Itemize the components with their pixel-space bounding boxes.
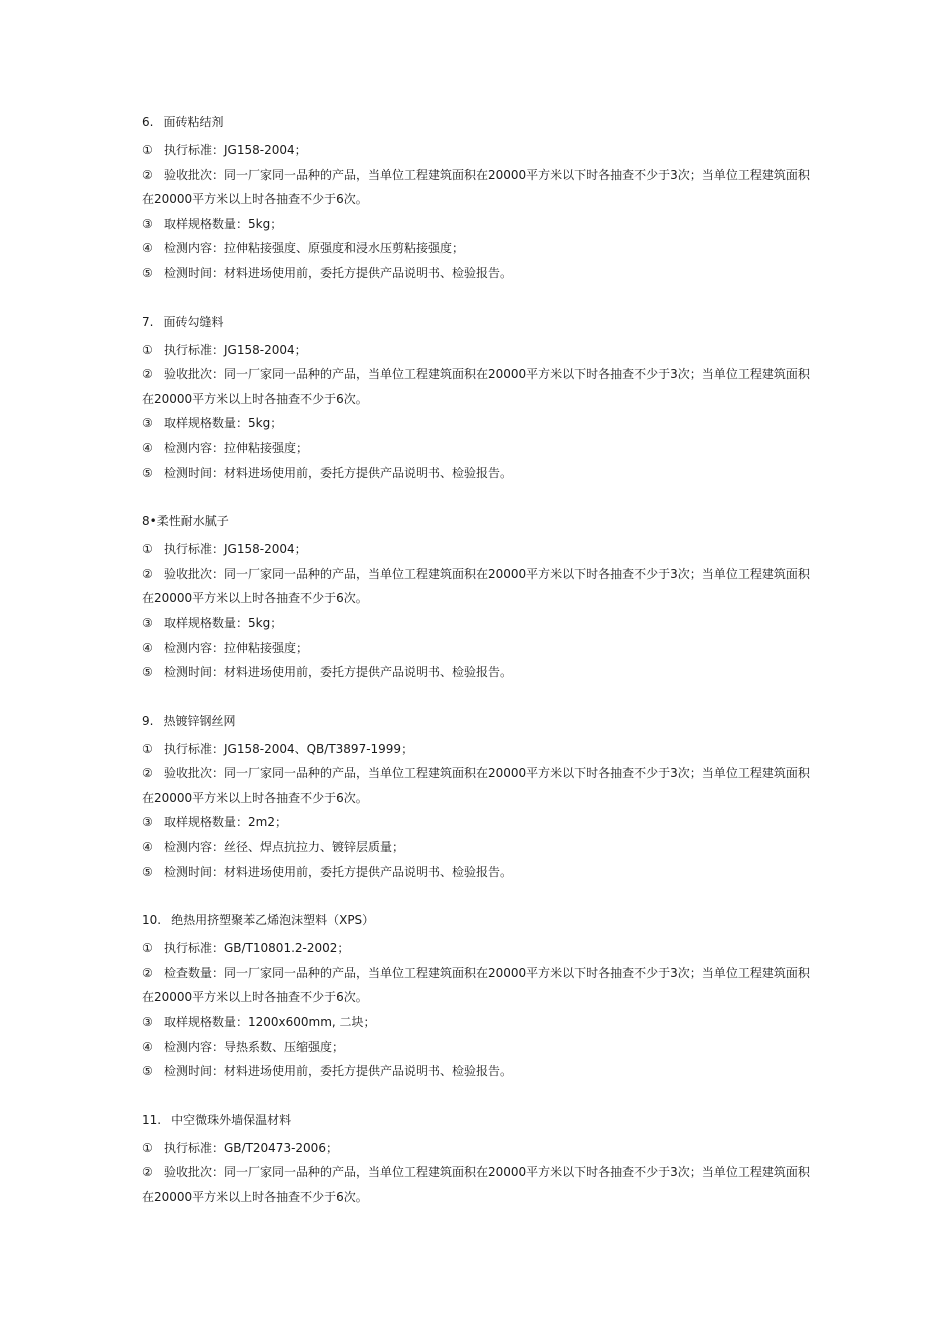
item-text: 检测内容：拉伸粘接强度、原强度和浸水压剪粘接强度； [164, 241, 465, 256]
section-heading [142, 1108, 810, 1132]
item-marker: ① [142, 542, 153, 557]
item-text: 检测时间：材料进场使用前，委托方提供产品说明书、检验报告。 [164, 265, 513, 280]
item-text: 取样规格数量：5kg； [164, 615, 283, 630]
list-item [142, 461, 810, 486]
section-heading [142, 709, 810, 733]
item-marker: ② [142, 367, 153, 382]
section-heading [142, 110, 810, 134]
list-item [142, 737, 810, 762]
item-marker: ① [142, 741, 153, 756]
list-item [142, 936, 810, 961]
item-text: 检测内容：拉伸粘接强度； [164, 640, 309, 655]
item-marker: ③ [142, 416, 153, 431]
item-marker: ⑤ [142, 665, 153, 680]
list-item [142, 1136, 810, 1161]
list-item [142, 860, 810, 885]
item-text: 检测时间：材料进场使用前，委托方提供产品说明书、检验报告。 [164, 665, 513, 680]
list-item [142, 810, 810, 835]
item-text: 取样规格数量：5kg； [164, 216, 283, 231]
list-item [142, 1160, 810, 1209]
item-text: 执行标准：JG158-2004； [164, 542, 307, 557]
item-marker: ⑤ [142, 864, 153, 879]
item-text: 执行标准：GB/T20473-2006； [164, 1140, 338, 1155]
list-item [142, 761, 810, 810]
section-number: 6. [142, 115, 154, 129]
item-marker: ③ [142, 216, 153, 231]
item-text: 验收批次：同一厂家同一品种的产品，当单位工程建筑面积在20000平方米以下时各抽查不少于3次；当单位工程建筑面积在20000平方米以上时各抽查不少于6次。 [142, 367, 810, 406]
item-text: 执行标准：JG158-2004、QB/T3897-1999； [164, 741, 414, 756]
section-number: 7. [142, 314, 154, 329]
item-marker: ⑤ [142, 1064, 153, 1079]
section-gap [142, 685, 810, 709]
section-title: 热镀锌钢丝网 [163, 713, 236, 728]
item-marker: ② [142, 167, 153, 182]
section-heading [142, 310, 810, 334]
section-7 [142, 310, 810, 486]
item-marker: ③ [142, 1015, 153, 1030]
section-6 [142, 110, 810, 286]
item-marker: ④ [142, 440, 153, 455]
item-marker: ② [142, 766, 153, 781]
list-item [142, 362, 810, 411]
list-item [142, 411, 810, 436]
section-8 [142, 509, 810, 685]
section-number: 10. [142, 913, 162, 928]
item-marker: ① [142, 1140, 153, 1155]
section-11 [142, 1108, 810, 1210]
item-text: 取样规格数量：5kg； [164, 416, 283, 431]
item-text: 验收批次：同一厂家同一品种的产品，当单位工程建筑面积在20000平方米以下时各抽查不少于3次；当单位工程建筑面积在20000平方米以上时各抽查不少于6次。 [142, 766, 810, 805]
item-marker: ② [142, 965, 153, 980]
item-marker: ⑤ [142, 265, 153, 280]
section-number: 9. [142, 713, 154, 728]
list-item [142, 636, 810, 661]
section-9 [142, 709, 810, 885]
item-text: 检测时间：材料进场使用前，委托方提供产品说明书、检验报告。 [164, 1064, 513, 1079]
list-item [142, 611, 810, 636]
item-marker: ④ [142, 241, 153, 256]
item-text: 检测时间：材料进场使用前，委托方提供产品说明书、检验报告。 [164, 465, 513, 480]
item-text: 取样规格数量：2m2； [164, 815, 287, 830]
item-marker: ③ [142, 815, 153, 830]
list-item [142, 163, 810, 212]
list-item [142, 537, 810, 562]
section-10 [142, 908, 810, 1084]
section-title: 柔性耐水腻子 [156, 514, 229, 529]
section-heading [142, 509, 810, 533]
item-text: 验收批次：同一厂家同一品种的产品，当单位工程建筑面积在20000平方米以下时各抽查不少于3次；当单位工程建筑面积在20000平方米以上时各抽查不少于6次。 [142, 566, 810, 606]
item-marker: ④ [142, 840, 153, 855]
list-item [142, 338, 810, 363]
list-item [142, 212, 810, 237]
item-marker: ② [142, 566, 153, 581]
item-marker: ⑤ [142, 465, 153, 480]
section-gap [142, 1084, 810, 1108]
item-text: 检测内容：丝径、焊点抗拉力、镀锌层质量； [164, 840, 405, 855]
item-text: 执行标准：GB/T10801.2-2002； [164, 941, 350, 956]
section-title: 面砖粘结剂 [163, 115, 224, 129]
document-page [142, 110, 810, 1210]
list-item [142, 961, 810, 1010]
item-text: 检测内容：导热系数、压缩强度； [164, 1039, 345, 1054]
section-title: 面砖勾缝料 [163, 314, 224, 329]
item-text: 检测时间：材料进场使用前，委托方提供产品说明书、检验报告。 [164, 864, 513, 879]
list-item [142, 1035, 810, 1060]
section-heading [142, 908, 810, 932]
item-marker: ④ [142, 640, 153, 655]
item-text: 检测内容：拉伸粘接强度； [164, 440, 309, 455]
list-item [142, 138, 810, 163]
section-number: 8• [142, 514, 157, 529]
list-item [142, 660, 810, 685]
list-item [142, 1059, 810, 1084]
list-item [142, 261, 810, 286]
list-item [142, 436, 810, 461]
section-gap [142, 485, 810, 509]
list-item [142, 835, 810, 860]
item-marker: ① [142, 342, 153, 357]
item-text: 执行标准：JG158-2004； [164, 143, 307, 157]
item-marker: ④ [142, 1039, 153, 1054]
item-text: 执行标准：JG158-2004； [164, 342, 307, 357]
item-text: 取样规格数量：1200x600mm, 二块； [164, 1015, 376, 1030]
item-marker: ③ [142, 615, 153, 630]
section-number: 11. [142, 1112, 162, 1127]
section-gap [142, 286, 810, 310]
item-text: 验收批次：同一厂家同一品种的产品，当单位工程建筑面积在20000平方米以下时各抽查不少于3次；当单位工程建筑面积在20000平方米以上时各抽查不少于6次。 [142, 1165, 810, 1204]
item-marker: ② [142, 1165, 153, 1180]
list-item [142, 562, 810, 611]
item-marker: ① [142, 941, 153, 956]
item-text: 验收批次：同一厂家同一品种的产品，当单位工程建筑面积在20000平方米以下时各抽查不少于3次；当单位工程建筑面积在20000平方米以上时各抽查不少于6次。 [142, 167, 810, 207]
list-item [142, 1010, 810, 1035]
section-title: 中空微珠外墙保温材料 [171, 1112, 292, 1127]
section-title: 绝热用挤塑聚苯乙烯泡沫塑料（XPS） [171, 913, 375, 928]
item-marker: ① [142, 143, 153, 157]
section-gap [142, 884, 810, 908]
item-text: 检查数量：同一厂家同一品种的产品，当单位工程建筑面积在20000平方米以下时各抽查不少于3次；当单位工程建筑面积在20000平方米以上时各抽查不少于6次。 [142, 965, 810, 1005]
list-item [142, 236, 810, 261]
